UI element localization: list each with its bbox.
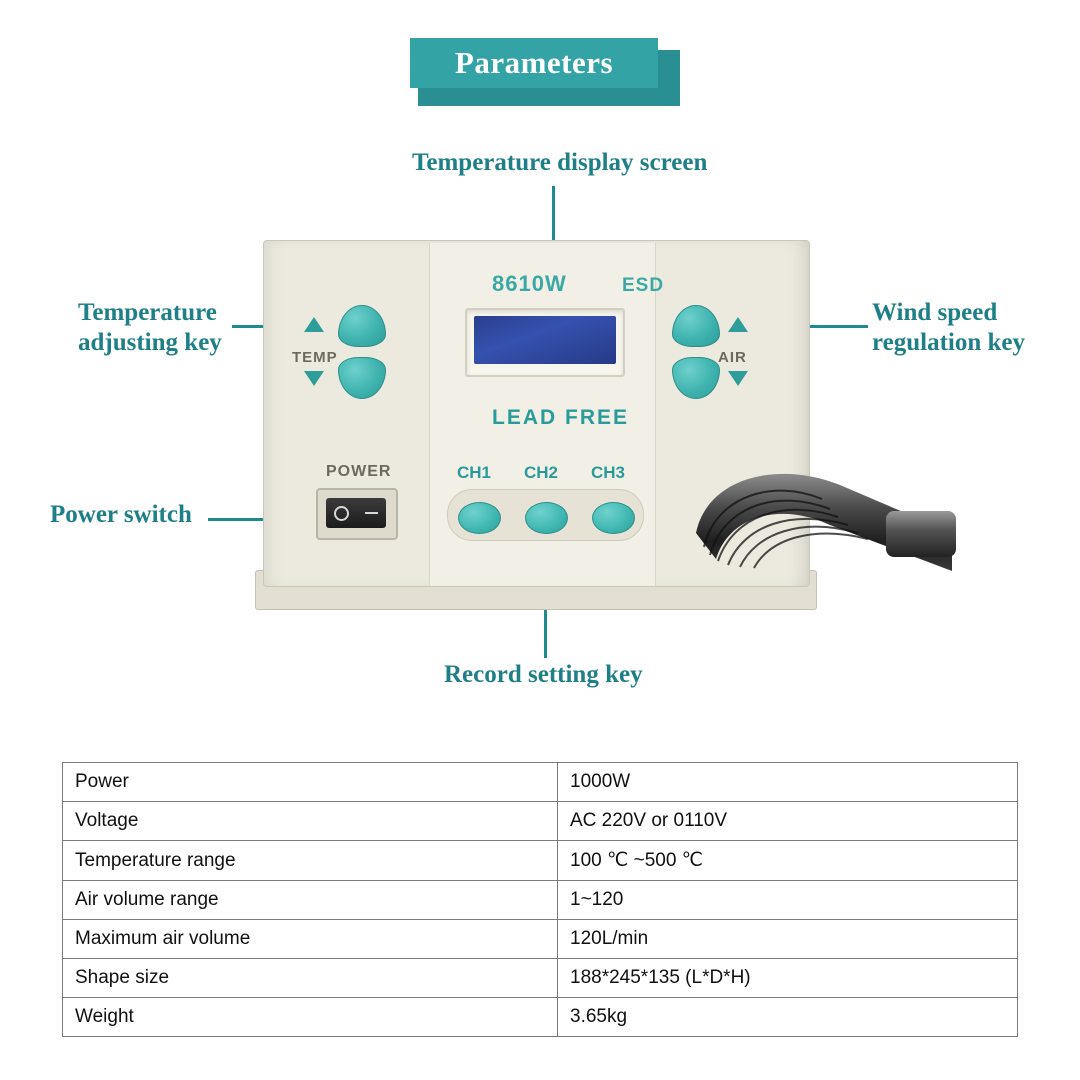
spec-key: Temperature range (63, 841, 558, 881)
ch3-label: CH3 (591, 463, 626, 482)
ch2-button[interactable] (525, 502, 568, 534)
table-row (63, 998, 1018, 1037)
spec-key: Air volume range (63, 881, 558, 920)
device-model-label: 8610W (492, 271, 567, 296)
power-on-icon (365, 512, 378, 514)
spec-key: Power (63, 763, 558, 802)
ch2-label: CH2 (524, 463, 559, 482)
power-switch-housing[interactable] (316, 488, 398, 540)
triangle-up-icon-air (728, 317, 748, 332)
display-screen-glass (474, 316, 616, 364)
specifications-table (62, 762, 1018, 1037)
temp-decrease-button[interactable] (338, 357, 386, 399)
hot-air-hose (690, 455, 960, 580)
page-title: Parameters (454, 45, 614, 80)
table-row (63, 959, 1018, 998)
triangle-down-icon-air (728, 371, 748, 386)
air-decrease-button[interactable] (672, 357, 720, 399)
device-esd-label: ESD (622, 275, 665, 296)
spec-key: Voltage (63, 802, 558, 841)
table-row (63, 841, 1018, 881)
callout-temperature-adjusting-key (78, 298, 222, 357)
spec-value: 1~120 (558, 881, 1018, 920)
ch-button-tray (447, 489, 644, 541)
callout-wind-speed-line1: Wind speed (872, 299, 998, 326)
spec-value: AC 220V or 0110V (558, 802, 1018, 841)
callout-wind-speed-line2: regulation key (872, 328, 1026, 356)
air-increase-button[interactable] (672, 305, 720, 347)
spec-value: 3.65kg (558, 998, 1018, 1037)
record-setting-key-panel (447, 463, 642, 543)
spec-value: 120L/min (558, 920, 1018, 959)
callout-wind-speed-regulation-key (872, 298, 1025, 357)
title-banner (410, 38, 680, 106)
table-row (63, 881, 1018, 920)
spec-value: 1000W (558, 763, 1018, 802)
spec-value: 188*245*135 (L*D*H) (558, 959, 1018, 998)
ch1-label: CH1 (457, 463, 492, 482)
power-off-icon (334, 506, 349, 521)
temperature-adjusting-key-group (286, 301, 416, 421)
table-row (63, 763, 1018, 802)
temperature-display-screen (465, 308, 625, 377)
callout-temperature-adjusting-key-line1: Temperature (78, 299, 217, 326)
power-caption: POWER (326, 463, 392, 480)
air-caption: AIR (718, 349, 747, 366)
callout-temperature-display: Temperature display screen (412, 149, 708, 176)
spec-key: Weight (63, 998, 558, 1037)
wind-speed-regulation-key-group (662, 301, 797, 421)
power-rocker-switch[interactable] (326, 498, 386, 528)
ch1-button[interactable] (458, 502, 501, 534)
title-banner-box (410, 38, 658, 88)
triangle-down-icon-temp (304, 371, 324, 386)
table-row (63, 802, 1018, 841)
callout-record-setting-key: Record setting key (444, 661, 643, 688)
table-row (63, 920, 1018, 959)
temp-caption: TEMP (292, 349, 338, 366)
callout-temperature-adjusting-key-line2: adjusting key (78, 328, 222, 356)
spec-key: Shape size (63, 959, 558, 998)
triangle-up-icon-temp (304, 317, 324, 332)
callout-power-switch: Power switch (50, 501, 192, 528)
lead-free-label: LEAD FREE (492, 406, 630, 429)
spec-value: 100 ℃ ~500 ℃ (558, 841, 1018, 881)
spec-key: Maximum air volume (63, 920, 558, 959)
temp-increase-button[interactable] (338, 305, 386, 347)
ch3-button[interactable] (592, 502, 635, 534)
